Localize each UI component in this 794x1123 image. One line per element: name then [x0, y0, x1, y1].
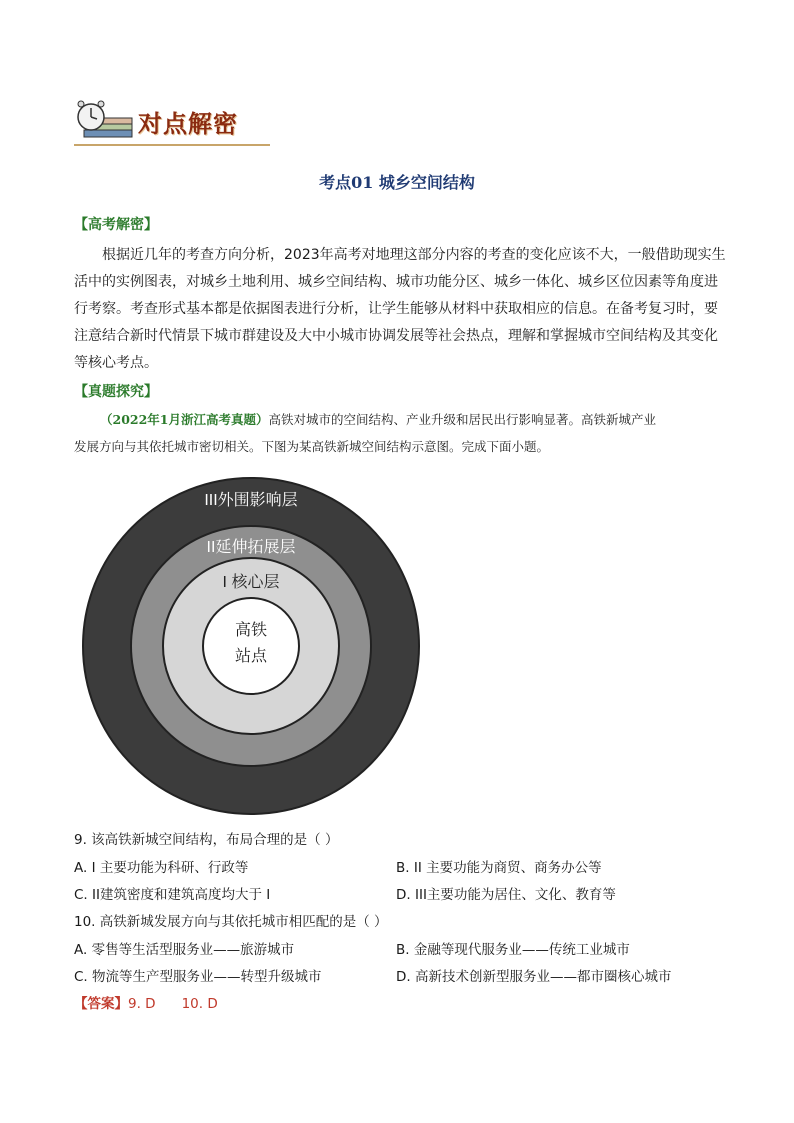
question-10-option-c: C. 物流等生产型服务业——转型升级城市: [74, 969, 322, 985]
ring2-label: II延伸拓展层: [206, 539, 296, 556]
topic-title: 考点01 城乡空间结构: [319, 173, 475, 192]
banner-title: 对点解密: [138, 110, 238, 138]
section-banner: [74, 98, 270, 148]
question-9-option-a: A. I 主要功能为科研、行政等: [74, 860, 249, 876]
ring1-label: I 核心层: [222, 574, 280, 591]
center-label-line1: 高铁: [234, 622, 268, 639]
gaokao-paragraph: [74, 242, 734, 377]
clock-books-icon: [74, 100, 136, 142]
answer-9: 9. D: [128, 996, 156, 1012]
question-10-option-a: A. 零售等生活型服务业——旅游城市: [74, 942, 295, 958]
question-10-option-b: B. 金融等现代服务业——传统工业城市: [396, 942, 630, 958]
gaokao-line: 根据近几年的考查方向分析，2023年高考对地理这部分内容的考查的变化应该不大，一般借助现实生: [102, 247, 726, 263]
zhenti-line: 发展方向与其依托城市密切相关。下图为某高铁新城空间结构示意图。完成下面小题。: [74, 439, 550, 454]
answer-10: 10. D: [181, 996, 218, 1012]
gaokao-line: 活中的实例图表，对城乡土地利用、城乡空间结构、城市功能分区、城乡一体化、城乡区位因素等角度进: [74, 274, 718, 290]
hsr-spatial-structure-diagram: [80, 475, 422, 817]
question-10-option-d: D. 高新技术创新型服务业——都市圈核心城市: [396, 969, 672, 985]
gaokao-line: 注意结合新时代情景下城市群建设及大中小城市协调发展等社会热点，理解和掌握城市空间结构及其变化: [74, 328, 718, 344]
gaokao-line: 等核心考点。: [74, 355, 158, 371]
ring3-label: III外围影响层: [204, 492, 298, 509]
question-9-stem: 9. 该高铁新城空间结构，布局合理的是（ ）: [74, 832, 339, 848]
question-10-stem: 10. 高铁新城发展方向与其依托城市相匹配的是（ ）: [74, 914, 388, 930]
banner-underline: [74, 144, 270, 146]
gaokao-line: 行考察。考查形式基本都是依据图表进行分析，让学生能够从材料中获取相应的信息。在备考复习时，要: [74, 301, 718, 317]
zhenti-line: 高铁对城市的空间结构、产业升级和居民出行影响显著。高铁新城产业: [268, 412, 657, 427]
gaokao-label: 【高考解密】: [74, 217, 158, 233]
question-9-option-c: C. II建筑密度和建筑高度均大于 I: [74, 887, 271, 903]
center-label-line2: 站点: [234, 648, 268, 665]
zhenti-paragraph: [74, 406, 734, 460]
answer-line: [74, 992, 218, 1012]
question-source: （2022年1月浙江高考真题）: [100, 412, 269, 427]
center-circle: [203, 598, 299, 694]
zhenti-label: 【真题探究】: [74, 384, 158, 400]
question-9-option-d: D. III主要功能为居住、文化、教育等: [396, 887, 616, 903]
question-9-option-b: B. II 主要功能为商贸、商务办公等: [396, 860, 602, 876]
answer-label: 【答案】: [74, 996, 128, 1012]
